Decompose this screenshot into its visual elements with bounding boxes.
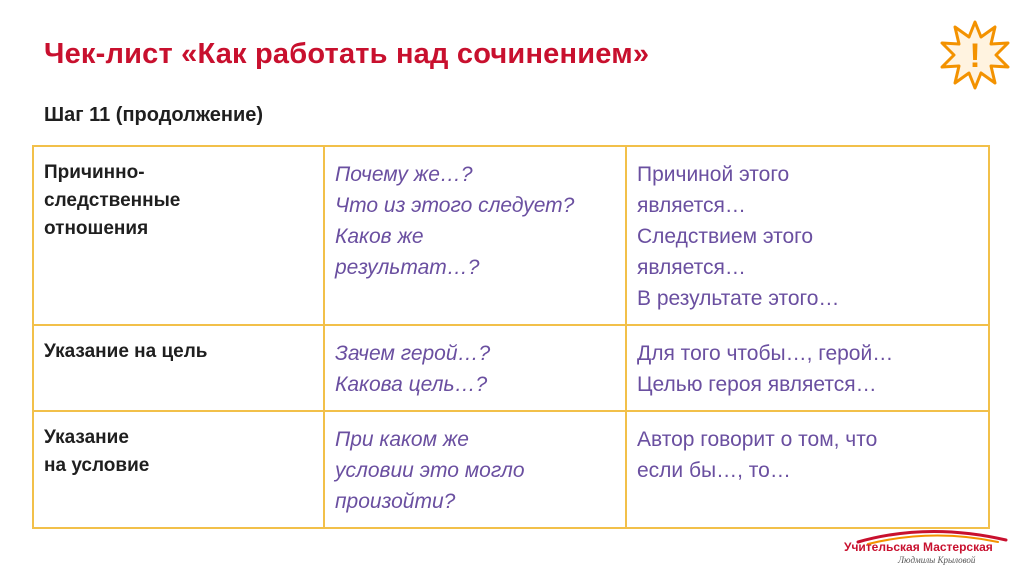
answer-line: Причиной этого bbox=[637, 163, 790, 186]
row-label bbox=[33, 146, 324, 325]
label-line: отношения bbox=[44, 218, 149, 239]
page-title: Чек-лист «Как работать над сочинением» bbox=[44, 38, 650, 70]
question-cell bbox=[324, 411, 626, 528]
checklist-table bbox=[32, 145, 990, 529]
question-line: При каком же bbox=[335, 428, 469, 451]
label-line: на условие bbox=[44, 455, 150, 476]
answer-cell bbox=[626, 411, 989, 528]
answer-line: является… bbox=[637, 194, 746, 217]
question-cell bbox=[324, 146, 626, 325]
answer-line: Следствием этого bbox=[637, 225, 814, 248]
answer-line: В результате этого… bbox=[637, 287, 840, 310]
logo-sub-text: Людмилы Крыловой bbox=[898, 555, 976, 565]
question-line: произойти? bbox=[335, 490, 456, 513]
question-cell bbox=[324, 325, 626, 411]
question-line: результат…? bbox=[335, 256, 480, 279]
answer-cell bbox=[626, 146, 989, 325]
exclamation-glyph: ! bbox=[969, 37, 981, 75]
logo-main-text: Учительская Мастерская bbox=[844, 540, 993, 554]
publisher-logo bbox=[838, 524, 1014, 572]
answer-line: Целью героя является… bbox=[637, 373, 877, 396]
table-row bbox=[33, 325, 989, 411]
label-line: Указание на цель bbox=[44, 341, 208, 362]
table-row bbox=[33, 411, 989, 528]
label-line: Указание bbox=[44, 427, 129, 448]
question-line: Каков же bbox=[335, 225, 424, 248]
question-line: Какова цель…? bbox=[335, 373, 488, 396]
answer-line: Для того чтобы…, герой… bbox=[637, 342, 894, 365]
answer-line: если бы…, то… bbox=[637, 459, 791, 482]
answer-cell bbox=[626, 325, 989, 411]
answer-line: является… bbox=[637, 256, 746, 279]
answer-line: Автор говорит о том, что bbox=[637, 428, 878, 451]
warning-burst-icon bbox=[940, 20, 1010, 90]
question-line: Зачем герой…? bbox=[335, 342, 491, 365]
question-line: условии это могло bbox=[335, 459, 525, 482]
row-label bbox=[33, 411, 324, 528]
table-row bbox=[33, 146, 989, 325]
label-line: следственные bbox=[44, 190, 181, 211]
question-line: Что из этого следует? bbox=[335, 194, 575, 217]
step-subtitle: Шаг 11 (продолжение) bbox=[44, 104, 264, 126]
question-line: Почему же…? bbox=[335, 163, 473, 186]
row-label bbox=[33, 325, 324, 411]
label-line: Причинно- bbox=[44, 162, 145, 183]
